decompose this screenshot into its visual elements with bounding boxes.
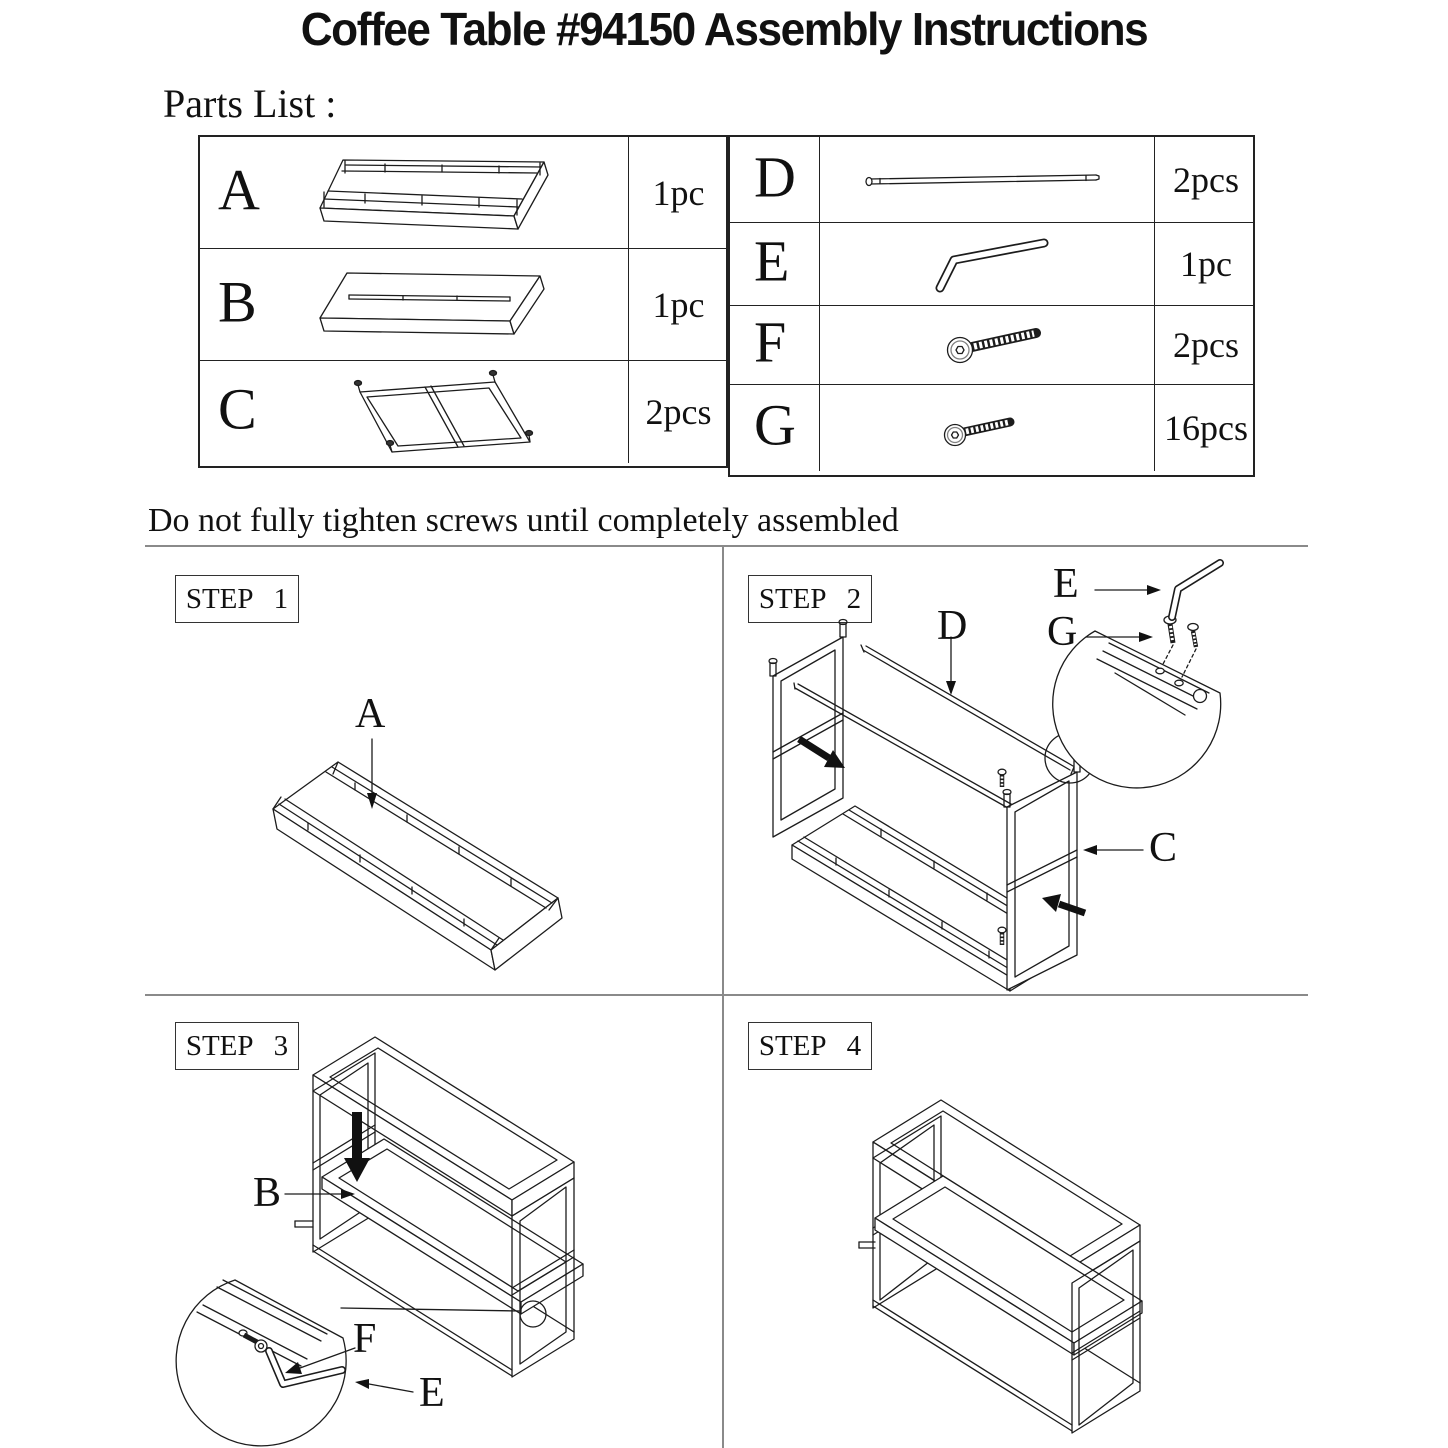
callout-part-d: D [937,603,968,649]
step4-diagram [723,996,1308,1448]
callout-part-c: C [1149,825,1178,871]
part-row-a [200,137,726,248]
callout-part-f: F [353,1316,377,1362]
part-label-cell [730,385,820,471]
part-qty: 2pcs [1154,306,1257,384]
step2-diagram [723,547,1308,993]
step2-title: STEP 2 [758,582,862,615]
support-rod-drawing [820,137,1154,222]
part-row-e [730,222,1253,305]
part-row-f [730,305,1253,384]
callout-part-g: G [1047,609,1078,655]
callout-part-e: E [1053,561,1079,607]
step1-title: STEP 1 [185,582,289,615]
shelf-panel-drawing [200,249,628,361]
part-row-d [730,137,1253,222]
part-label-cell [730,223,820,305]
part-label: G [754,392,796,458]
parts-table-left [198,135,728,468]
allen-key-drawing [820,223,1154,306]
part-row-c [200,360,726,463]
page-title: Coffee Table #94150 Assembly Instructions [300,3,1148,55]
part-row-g [730,384,1253,471]
part-qty: 1pc [628,249,728,360]
step2-panel [723,547,1308,993]
part-qty: 2pcs [628,361,728,463]
part-label: A [218,157,260,223]
detail-bubble [176,1280,346,1446]
parts-table-right [728,135,1255,477]
part-label-cell [730,137,820,222]
step1-diagram [145,547,723,993]
callout-part-e: E [419,1370,445,1416]
side-frame-drawing [200,361,628,464]
detail-bubble [1053,631,1221,788]
table-top-panel-drawing [200,137,628,248]
step4-panel [723,996,1308,1448]
part-label: E [754,228,790,294]
part-qty: 2pcs [1154,137,1257,222]
step3-panel [145,996,725,1448]
warning-note: Do not fully tighten screws until completely assembled [148,502,899,539]
short-bolt-drawing [820,385,1154,472]
part-qty: 1pc [628,137,728,248]
part-label: B [218,269,257,335]
part-qty: 1pc [1154,223,1257,305]
callout-part-b: B [253,1170,282,1216]
part-label-cell [730,306,820,384]
part-label: C [218,376,257,442]
part-label: F [754,309,787,375]
callout-part-a: A [355,691,386,737]
part-row-b [200,248,726,360]
step4-title: STEP 4 [758,1029,862,1062]
parts-list-heading: Parts List : [163,81,337,126]
part-qty: 16pcs [1154,385,1257,471]
long-bolt-drawing [820,306,1154,385]
part-label: D [754,144,796,210]
step1-panel [145,547,723,993]
step3-title: STEP 3 [185,1029,289,1062]
